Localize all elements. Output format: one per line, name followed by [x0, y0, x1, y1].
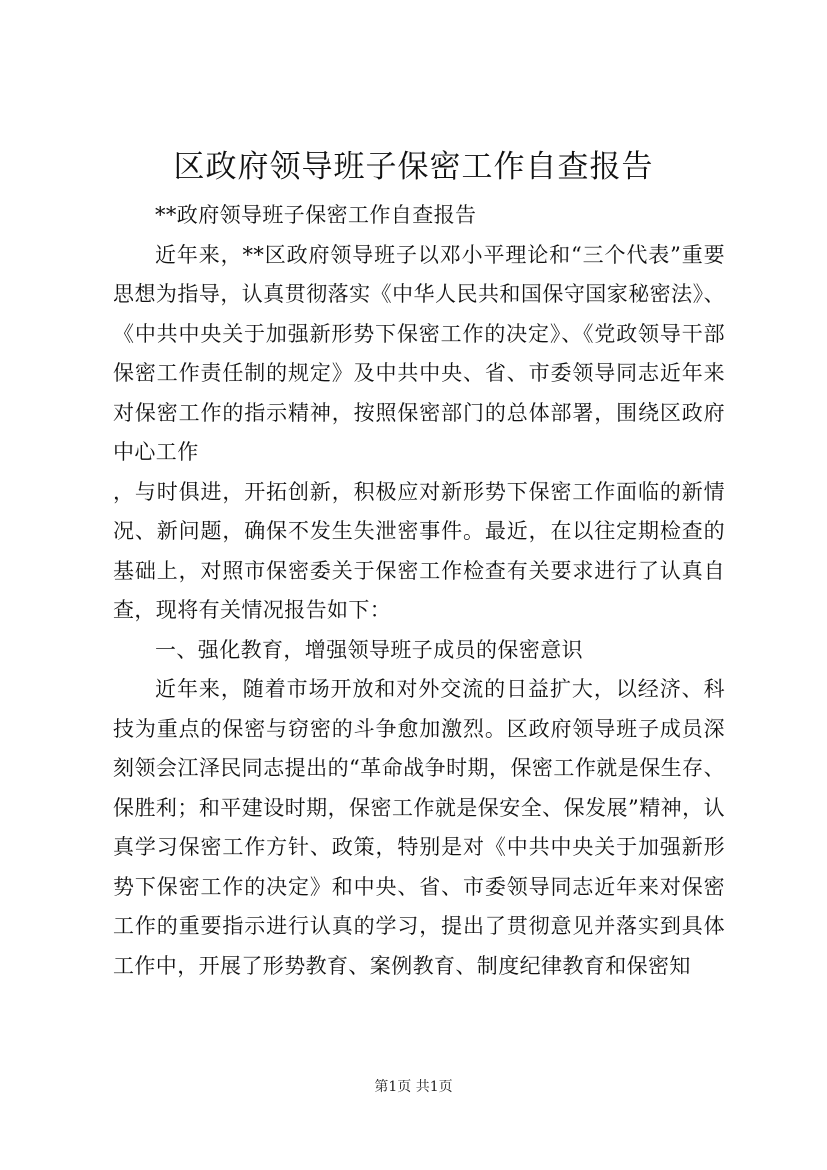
subtitle-paragraph: **政府领导班子保密工作自查报告	[155, 203, 477, 227]
body-paragraph: 近年来，**区政府领导班子以邓小平理论和“三个代表”重要思想为指导，认真贯彻落实《中华人民共和国保守国家秘密法》、《中共中央关于加强新形势下保密工作的决定》、《党政领导干部保密工作责任制的规定》及中共中央、省、市委领导同志近年来对保密工作的指示精神，按照保密部门的总体部署，围绕区政府中心工作	[113, 242, 725, 464]
document-body	[113, 196, 725, 986]
body-paragraph: ，与时俱进，开拓创新，积极应对新形势下保密工作面临的新情况、新问题，确保不发生失泄密事件。最近，在以往定期检查的基础上，对照市保密委关于保密工作检查有关要求进行了认真自查，现将有关情况报告如下：	[113, 479, 725, 622]
body-paragraph: 近年来，随着市场开放和对外交流的日益扩大，以经济、科技为重点的保密与窃密的斗争愈加激烈。区政府领导班子成员深刻领会江泽民同志提出的“革命战争时期，保密工作就是保生存、保胜利；和平建设时期，保密工作就是保安全、保发展”精神，认真学习保密工作方针、政策，特别是对《中共中央关于加强新形势下保密工作的决定》和中央、省、市委领导同志近年来对保密工作的重要指示进行认真的学习，提出了贯彻意见并落实到具体工作中，开展了形势教育、案例教育、制度纪律教育和保密知	[113, 677, 725, 978]
section-heading: 一、强化教育，增强领导班子成员的保密意识	[155, 637, 583, 662]
document-title: 区政府领导班子保密工作自查报告	[173, 149, 654, 185]
page-footer: 第1页 共1页	[374, 1079, 453, 1095]
